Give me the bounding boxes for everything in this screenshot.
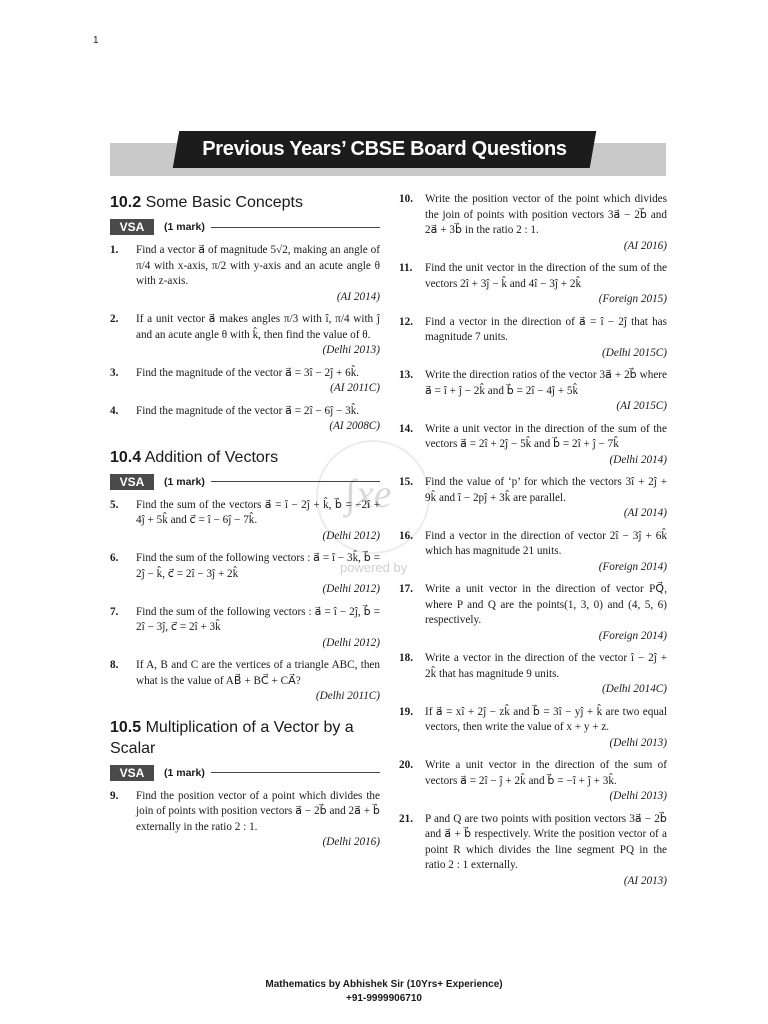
- question-number: 20.: [399, 759, 413, 771]
- question-text: Find a vector a⃗ of magnitude 5√2, making an angle of π/4 with x-axis, π/2 with y-axis and an acute angle θ with z-axis.: [136, 244, 380, 287]
- question-source: (Delhi 2013): [609, 736, 667, 749]
- footer: [0, 978, 768, 1006]
- question-source: (Foreign 2014): [598, 560, 667, 573]
- question-number: 5.: [110, 498, 119, 511]
- section-number: 10.2: [110, 194, 142, 211]
- vsa-badge: VSA: [110, 219, 154, 235]
- question-item: [110, 312, 380, 359]
- question-item: [399, 192, 667, 254]
- question-source: (Delhi 2013): [322, 344, 380, 356]
- question-number: 1.: [110, 244, 119, 256]
- question-number: 21.: [399, 812, 413, 825]
- question-item: [110, 605, 380, 652]
- question-number: 9.: [110, 789, 119, 802]
- question-number: 3.: [110, 366, 119, 379]
- left-column: [110, 192, 380, 858]
- question-source: (Foreign 2015): [598, 293, 667, 305]
- question-source: (AI 2011C): [330, 382, 380, 394]
- question-source: (AI 2016): [623, 239, 667, 252]
- question-text: If A, B and C are the vertices of a triangle ABC, then what is the value of AB⃗ + BC⃗ + CA⃗?: [136, 659, 380, 687]
- section-heading: [110, 717, 380, 759]
- question-text: Find the sum of the vectors a⃗ = î − 2ĵ + k̂, b⃗ = −2î + 4ĵ + 5k̂ and c⃗ = î − 6ĵ − 7k̂.: [136, 498, 380, 526]
- section-heading: [110, 447, 380, 468]
- question-source: (AI 2014): [336, 290, 380, 303]
- question-number: 18.: [399, 652, 413, 664]
- divider: [211, 481, 380, 482]
- question-text: Find the unit vector in the direction of the sum of the vectors 2î + 3ĵ − k̂ and 4î − 3ĵ + 2k̂: [425, 262, 667, 290]
- question-source: (Delhi 2015C): [602, 346, 667, 359]
- question-item: [110, 658, 380, 705]
- page-number: 1: [93, 35, 99, 46]
- vsa-mark-label: (1 mark): [164, 475, 205, 488]
- question-number: 13.: [399, 369, 413, 381]
- watermark-powered-by: powered by: [340, 560, 408, 575]
- question-text: Write a unit vector in the direction of the sum of the vectors a⃗ = 2î + 2ĵ − 5k̂ and b⃗ = 2î + ĵ − 7k̂: [425, 422, 667, 450]
- question-text: Write the direction ratios of the vector 3a⃗ + 2b⃗ where a⃗ = î + ĵ − 2k̂ and b⃗ = 2î − 4ĵ + 5k̂: [425, 369, 667, 397]
- question-text: Find the sum of the following vectors : a⃗ = î − 2ĵ, b⃗ = 2î − 3ĵ, c⃗ = 2î + 3k̂: [136, 605, 380, 633]
- question-text: Find a vector in the direction of vector 2î − 3ĵ + 6k̂ which has magnitude 21 units.: [425, 529, 667, 557]
- question-number: 11.: [399, 262, 413, 274]
- vsa-header: [110, 765, 380, 781]
- question-text: Find the position vector of a point which divides the join of points with position vectors a⃗ − 2b⃗ and 2a⃗ + b⃗ externally in the ratio 2 : 1.: [136, 789, 380, 833]
- question-item: [399, 582, 667, 644]
- question-number: 12.: [399, 315, 413, 328]
- question-item: [110, 404, 380, 435]
- vsa-mark-label: (1 mark): [164, 221, 205, 233]
- section-title: Multiplication of a Vector by a Scalar: [110, 718, 354, 757]
- question-text: Write a unit vector in the direction of vector PQ⃗, where P and Q are the points(1, 3, 0) and (4, 5, 6) respectively.: [425, 583, 667, 626]
- watermark-logo-icon: ∫xe: [345, 471, 392, 516]
- question-item: [399, 529, 667, 576]
- vsa-mark-label: (1 mark): [164, 766, 205, 779]
- section-number: 10.4: [110, 448, 142, 466]
- divider: [211, 227, 380, 228]
- section-heading: [110, 192, 380, 213]
- question-number: 8.: [110, 659, 119, 671]
- question-number: 4.: [110, 404, 119, 417]
- question-source: (Foreign 2014): [598, 629, 667, 642]
- question-source: (Delhi 2016): [322, 836, 380, 848]
- footer-phone: +91-9999906710: [346, 993, 422, 1004]
- question-item: [110, 366, 380, 397]
- question-source: (Delhi 2012): [322, 529, 380, 542]
- vsa-badge: VSA: [110, 474, 154, 490]
- question-item: [110, 498, 380, 545]
- vsa-header: [110, 219, 380, 235]
- question-source: (Delhi 2012): [322, 583, 380, 595]
- question-source: (Delhi 2012): [322, 636, 380, 649]
- question-source: (AI 2014): [623, 507, 667, 519]
- question-source: (AI 2008C): [329, 420, 380, 432]
- divider: [211, 772, 380, 773]
- question-text: Find the value of ‘p’ for which the vectors 3î + 2ĵ + 9k̂ and î − 2pĵ + 3k̂ are parallel.: [425, 476, 667, 504]
- question-text: Find the magnitude of the vector a⃗ = 2î − 6ĵ − 3k̂.: [136, 404, 360, 417]
- right-column: [399, 192, 667, 896]
- question-item: [399, 422, 667, 469]
- question-number: 7.: [110, 605, 119, 618]
- vsa-badge: VSA: [110, 765, 154, 781]
- question-item: [399, 368, 667, 415]
- section-number: 10.5: [110, 718, 142, 736]
- question-text: Find the magnitude of the vector a⃗ = 3î − 2ĵ + 6k̂.: [136, 366, 360, 379]
- question-item: [399, 705, 667, 752]
- question-source: (Delhi 2011C): [315, 690, 380, 702]
- question-text: Find the sum of the following vectors : a⃗ = î − 3k̂, b⃗ = 2ĵ − k̂, c⃗ = 2î − 3ĵ + 2k̂: [136, 552, 380, 580]
- question-source: (Delhi 2014): [609, 453, 667, 466]
- vsa-header: [110, 474, 380, 490]
- question-text: Write the position vector of the point which divides the join of points with position vectors 3a⃗ − 2b⃗ and 2a⃗ + 3b⃗ in the ratio 2 : 1.: [425, 193, 667, 236]
- footer-author-line: Mathematics by Abhishek Sir (10Yrs+ Experience): [265, 979, 503, 990]
- question-source: (Delhi 2013): [609, 790, 667, 802]
- question-item: [399, 758, 667, 805]
- page-title: Previous Years’ CBSE Board Questions: [202, 138, 567, 160]
- section-title: Some Basic Concepts: [145, 194, 303, 211]
- section-title: Addition of Vectors: [144, 448, 279, 466]
- question-item: [399, 315, 667, 362]
- question-text: Find a vector in the direction of a⃗ = î − 2ĵ that has magnitude 7 units.: [425, 315, 667, 343]
- question-number: 10.: [399, 193, 413, 205]
- question-text: P and Q are two points with position vectors 3a⃗ − 2b⃗ and a⃗ + b⃗ respectively. Write the position vector of a point R which divides the line segment PQ in the ratio 2 : 1 externally.: [425, 812, 667, 871]
- question-source: (AI 2013): [623, 874, 667, 887]
- question-text: If a unit vector a⃗ makes angles π/3 with î, π/4 with ĵ and an acute angle θ with k̂, then find the value of θ.: [136, 313, 380, 341]
- question-item: [399, 261, 667, 308]
- question-text: Write a unit vector in the direction of the sum of vectors a⃗ = 2î − ĵ + 2k̂ and b⃗ = −î + ĵ + 3k̂.: [425, 759, 667, 787]
- question-item: [399, 812, 667, 890]
- question-item: [110, 551, 380, 598]
- question-item: [110, 789, 380, 851]
- question-number: 16.: [399, 529, 413, 542]
- question-item: [399, 475, 667, 522]
- question-text: Write a vector in the direction of the vector î − 2ĵ + 2k̂ that has magnitude 9 units.: [425, 652, 667, 680]
- question-text: If a⃗ = xî + 2ĵ − zk̂ and b⃗ = 3î − yĵ + k̂ are two equal vectors, then write the value of x + y + z.: [425, 705, 667, 733]
- question-item: [399, 651, 667, 698]
- question-number: 6.: [110, 552, 119, 564]
- question-item: [110, 243, 380, 305]
- question-number: 2.: [110, 313, 119, 325]
- question-number: 15.: [399, 476, 413, 488]
- question-number: 14.: [399, 422, 413, 435]
- question-source: (Delhi 2014C): [602, 683, 667, 695]
- question-number: 17.: [399, 583, 413, 595]
- question-source: (AI 2015C): [616, 400, 667, 412]
- question-number: 19.: [399, 705, 413, 718]
